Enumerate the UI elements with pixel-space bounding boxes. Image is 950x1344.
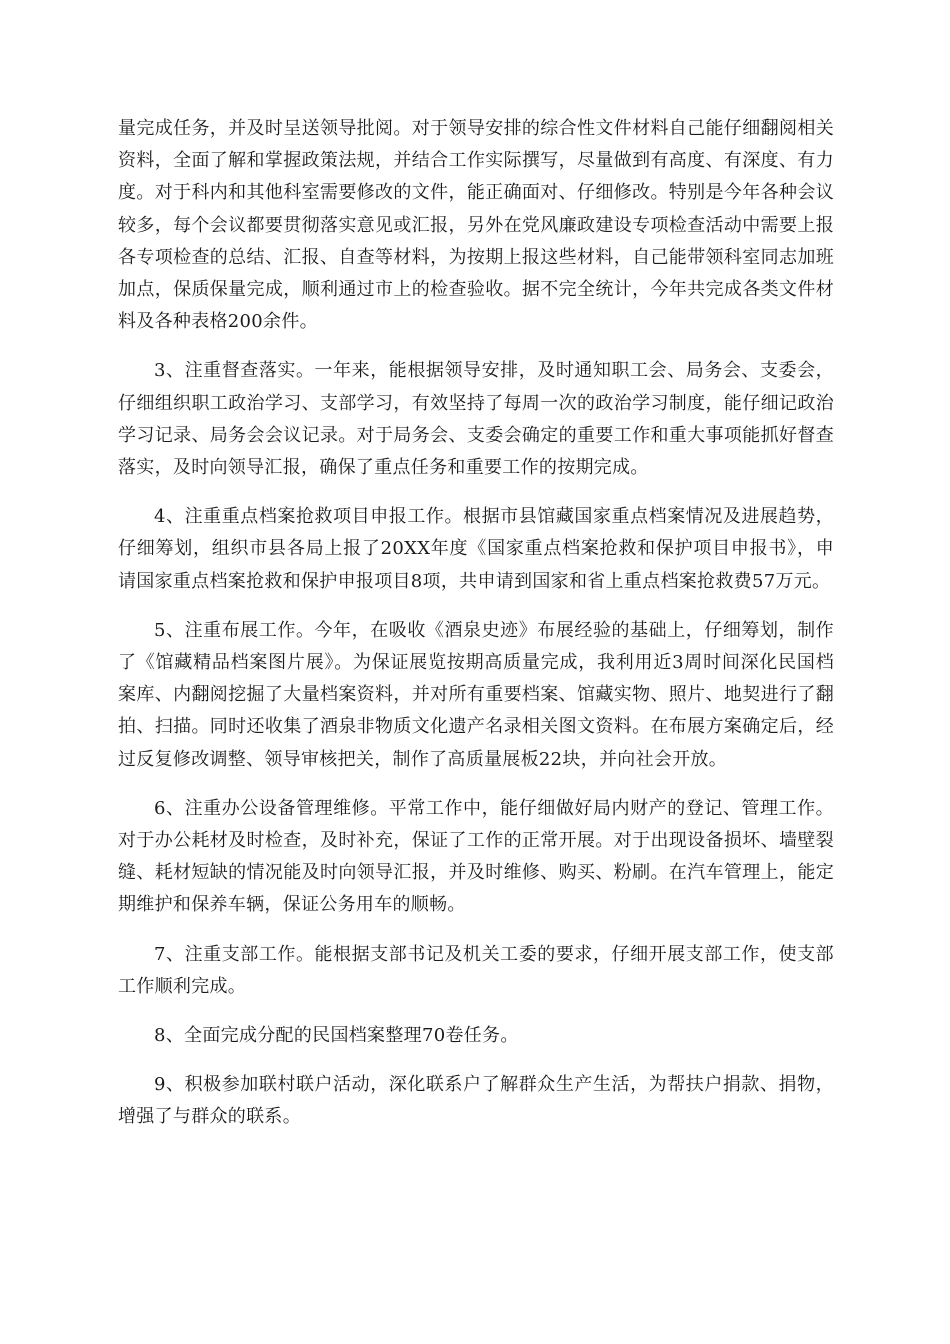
paragraph-item-4: 4、注重重点档案抢救项目申报工作。根据市县馆藏国家重点档案情况及进展趋势，仔细筹划，组织市县各局上报了20XX年度《国家重点档案抢救和保护项目申报书》，申请国家重点档案抢救和保护申报项目8项，共申请到国家和省上重点档案抢救费57万元。 [118,506,834,592]
paragraph-item-3: 3、注重督查落实。一年来，能根据领导安排，及时通知职工会、局务会、支委会，仔细组织职工政治学习、支部学习，有效坚持了每周一次的政治学习制度，能仔细记政治学习记录、局务会会议记录。对于局务会、支委会确定的重要工作和重大事项能抓好督查落实，及时向领导汇报，确保了重点任务和重要工作的按期完成。 [118,360,834,479]
paragraph-item-8: 8、全面完成分配的民国档案整理70卷任务。 [154,1025,519,1047]
paragraph-item-9: 9、积极参加联村联户活动，深化联系户了解群众生产生活，为帮扶户捐款、捐物，增强了与群众的联系。 [118,1074,834,1128]
document-body [118,113,834,1151]
paragraph-item-6: 6、注重办公设备管理维修。平常工作中，能仔细做好局内财产的登记、管理工作。对于办公耗材及时检查，及时补充，保证了工作的正常开展。对于出现设备损坏、墙壁裂缝、耗材短缺的情况能及时向领导汇报，并及时维修、购买、粉刷。在汽车管理上，能定期维护和保养车辆，保证公务用车的顺畅。 [118,797,834,916]
paragraph-item-5: 5、注重布展工作。今年，在吸收《酒泉史迹》布展经验的基础上，仔细筹划，制作了《馆藏精品档案图片展》。为保证展览按期高质量完成，我利用近3周时间深化民国档案库、内翻阅挖掘了大量档案资料，并对所有重要档案、馆藏实物、照片、地契进行了翻拍、扫描。同时还收集了酒泉非物质文化遗产名录相关图文资料。在布展方案确定后，经过反复修改调整、领导审核把关，制作了高质量展板22块，并向社会开放。 [118,619,834,770]
paragraph-item-7: 7、注重支部工作。能根据支部书记及机关工委的要求，仔细开展支部工作，使支部工作顺利完成。 [118,943,834,997]
paragraph-continuation: 量完成任务，并及时呈送领导批阅。对于领导安排的综合性文件材料自己能仔细翻阅相关资料，全面了解和掌握政策法规，并结合工作实际撰写，尽量做到有高度、有深度、有力度。对于科内和其他科室需要修改的文件，能正确面对、仔细修改。特别是今年各种会议较多，每个会议都要贯彻落实意见或汇报，另外在党风廉政建设专项检查活动中需要上报各专项检查的总结、汇报、自查等材料，为按期上报这些材料，自己能带领科室同志加班加点，保质保量完成，顺利通过市上的检查验收。据不完全统计，今年共完成各类文件材料及各种表格200余件。 [118,118,834,333]
